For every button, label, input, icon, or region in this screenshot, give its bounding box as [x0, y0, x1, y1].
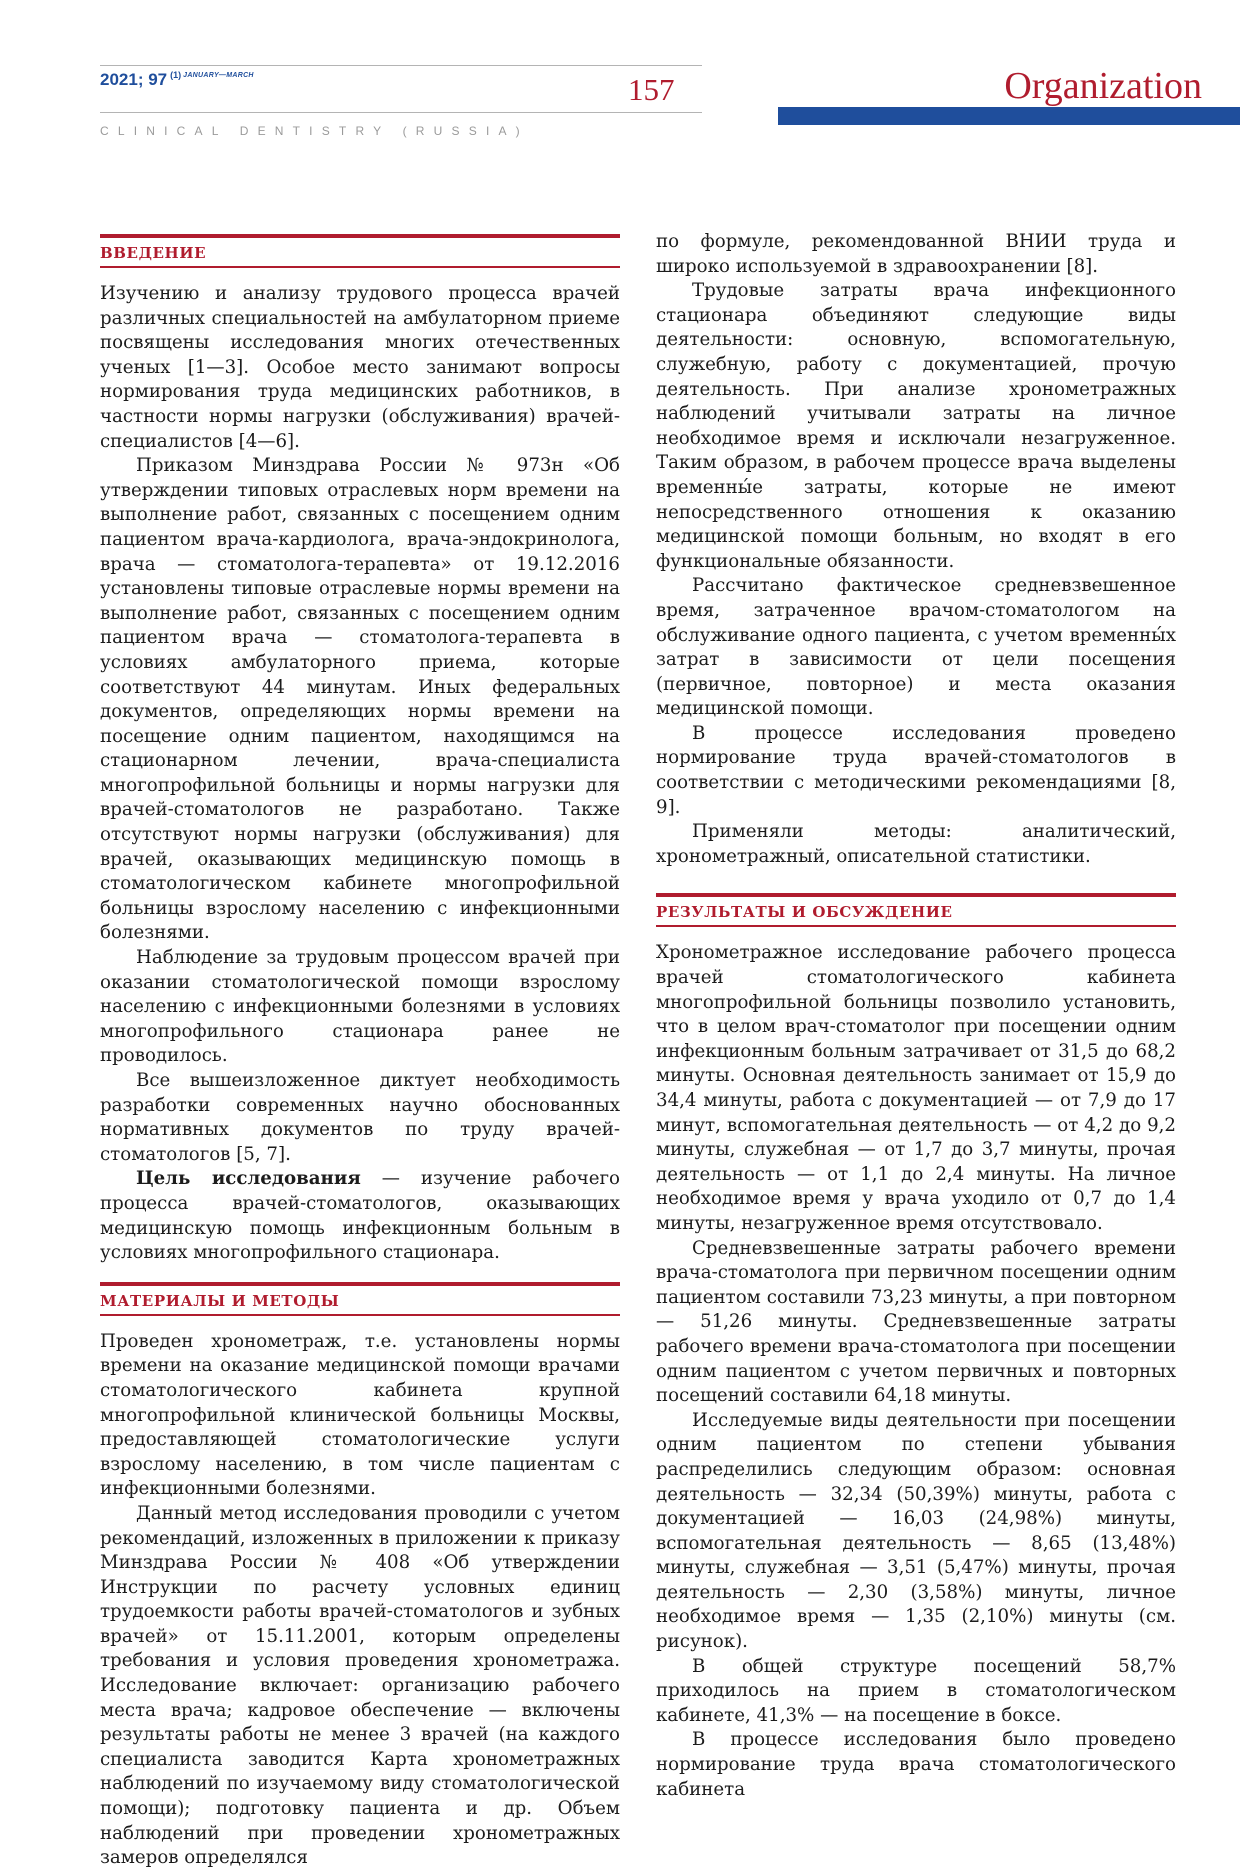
results-title: РЕЗУЛЬТАТЫ И ОБСУЖДЕНИЕ [656, 903, 953, 922]
journal-issue [100, 70, 254, 90]
results-paragraph-3: Исследуемые виды деятельности при посещении одним пациентом по степени убывания распределились следующим образом: основная деятельность — 32,34 (50,39%) минуты, работа с документацией — 16,03 (24,98%) минуты, вспомогательная деятельность — 8,65 (13,48%) минуты, служебная — 3,51 (5,47%) минуты, прочая деятельность — 2,30 (3,58%) минуты, личное необходимое время — 1,35 (2,10%) минуты (см. рисунок). [656, 1409, 1176, 1653]
intro-paragraph-goal [100, 1167, 620, 1265]
section-color-bar [778, 107, 1240, 125]
issue-months: JANUARY—MARCH [183, 72, 254, 79]
issue-number: (1) [170, 70, 182, 80]
header-rule-top [100, 65, 702, 66]
goal-text: — изучение рабочего процесса врачей-стоматологов, оказывающих медицинскую помощь инфекционным больным в условиях многопрофильного стационара. [100, 1168, 620, 1264]
section-header-methods [100, 1282, 620, 1316]
right-column [656, 230, 1176, 1802]
header-rule-bottom [100, 112, 702, 113]
journal-title: CLINICAL DENTISTRY (RUSSIA) [100, 124, 529, 138]
section-header-intro [100, 234, 620, 268]
intro-paragraph-4: Все вышеизложенное диктует необходимость разработки современных научно обоснованных нормативных документов по труду врачей-стоматологов [5, 7]. [100, 1070, 620, 1165]
section-header-results [656, 893, 1176, 927]
intro-paragraph-2: Приказом Минздрава России № 973н «Об утверждении типовых отраслевых норм времени на выполнение работ, связанных с посещением одним пациентом врача-кардиолога, врача-эндокринолога, врача — стоматолога-терапевта» от 19.12.2016 установлены типовые отраслевые нормы времени на выполнение работ, связанных с посещением одним пациентом врача — стоматолога-терапевта в условиях амбулаторного приема, которые соответствуют 44 минутам. Иных федеральных документов, определяющих нормы времени на посещение одним пациентом, находящимся на стационарном лечении, врача-специалиста многопрофильной больницы и нормы нагрузки для врачей-стоматологов не разработано. Также отсутствуют нормы нагрузки (обслуживания) для врачей, оказывающих медицинскую помощь в стоматологическом кабинете многопрофильной больницы взрослому населению с инфекционными болезнями. [100, 455, 620, 944]
page-number: 157 [628, 72, 675, 107]
section-heading: Organization [1004, 65, 1202, 107]
intro-title: ВВЕДЕНИЕ [100, 244, 207, 262]
goal-label: Цель исследования [136, 1168, 361, 1190]
methods-paragraph-6: Применяли методы: аналитический, хронометражный, описательной статистики. [656, 821, 1176, 867]
methods-paragraph-1: Проведен хронометраж, т.е. установлены нормы времени на оказание медицинской помощи врачами стоматологического кабинета крупной многопрофильной клинической больницы Москвы, предоставляющей стоматологические услуги взрослому населению, в том числе пациентам с инфекционными болезнями. [100, 1330, 620, 1500]
intro-paragraph-1: Изучению и анализу трудового процесса врачей различных специальностей на амбулаторном приеме посвящены исследования многих отечественных ученых [1—3]. Особое место занимают вопросы нормирования труда медицинских работников, в частности нормы нагрузки (обслуживания) врачей-специалистов [4—6]. [100, 283, 620, 452]
methods-paragraph-2: Данный метод исследования проводили с учетом рекомендаций, изложенных в приложении к приказу Минздрава России № 408 «Об утверждении Инструкции по расчету условных единиц трудоемкости работы врачей-стоматологов и зубных врачей» от 15.11.2001, которым определены требования и условия проведения хронометража. Исследование включает: организацию рабочего места врача; кадровое обеспечение — включены результаты работы не менее 3 врачей (на каждого специалиста заводится Карта хронометражных наблюдений по изучаемому виду стоматологической помощи); подготовку пациента и др. Объем наблюдений при проведении хронометражных замеров определялся [100, 1502, 620, 1869]
methods-paragraph-2-continued: по формуле, рекомендованной ВНИИ труда и широко используемой в здравоохранении [8]. [656, 231, 1176, 277]
methods-paragraph-3: Трудовые затраты врача инфекционного стационара объединяют следующие виды деятельности: основную, вспомогательную, служебную, работу с документацией, прочую деятельность. При анализе хронометражных наблюдений учитывали затраты на личное необходимое время и исключали незагруженное. Таким образом, в рабочем процессе врача выделены временны́е затраты, которые не имеют непосредственного отношения к оказанию медицинской помощи больным, но входят в его функциональные обязанности. [656, 280, 1176, 572]
results-paragraph-4: В общей структуре посещений 58,7% приходилось на прием в стоматологическом кабинете, 41,3% — на посещение в боксе. [656, 1655, 1176, 1726]
methods-title: МАТЕРИАЛЫ И МЕТОДЫ [100, 1291, 340, 1310]
methods-paragraph-4: Рассчитано фактическое средневзвешенное время, затраченное врачом-стоматологом на обслуживание одного пациента, с учетом временны́х затрат в зависимости от цели посещения (первичное, повторное) и места оказания медицинской помощи. [656, 575, 1176, 720]
intro-paragraph-3: Наблюдение за трудовым процессом врачей при оказании стоматологической помощи взрослому населению с инфекционными болезнями в условиях многопрофильного стационара ранее не проводилось. [100, 947, 620, 1067]
methods-paragraph-5: В процессе исследования проведено нормирование труда врачей-стоматологов в соответствии с методическими рекомендациями [8, 9]. [656, 722, 1176, 818]
results-paragraph-5: В процессе исследования было проведено нормирование труда врача стоматологического кабинета [656, 1729, 1176, 1800]
left-column [100, 230, 620, 1871]
results-paragraph-1: Хронометражное исследование рабочего процесса врачей стоматологического кабинета многопрофильной больницы позволило установить, что в целом врач-стоматолог при посещении одним инфекционным больным затрачивает от 31,5 до 68,2 минуты. Основная деятельность занимает от 15,9 до 34,4 минуты, работа с документацией — от 7,9 до 17 минут, вспомогательная деятельность — от 4,2 до 9,2 минуты, служебная — от 1,7 до 3,7 минуты, прочая деятельность — от 1,1 до 2,4 минуты. На личное необходимое время у врача уходило от 0,7 до 1,4 минуты, незагруженное время отсутствовало. [656, 942, 1176, 1234]
results-paragraph-2: Средневзвешенные затраты рабочего времени врача-стоматолога при первичном посещении одним пациентом составили 73,23 минуты, а при повторном — 51,26 минуты. Средневзвешенные затраты рабочего времени врача-стоматолога при посещении одним пациентом с учетом первичных и повторных посещений составили 64,18 минуты. [656, 1237, 1176, 1407]
year-issue: 2021; 97 [100, 70, 168, 89]
